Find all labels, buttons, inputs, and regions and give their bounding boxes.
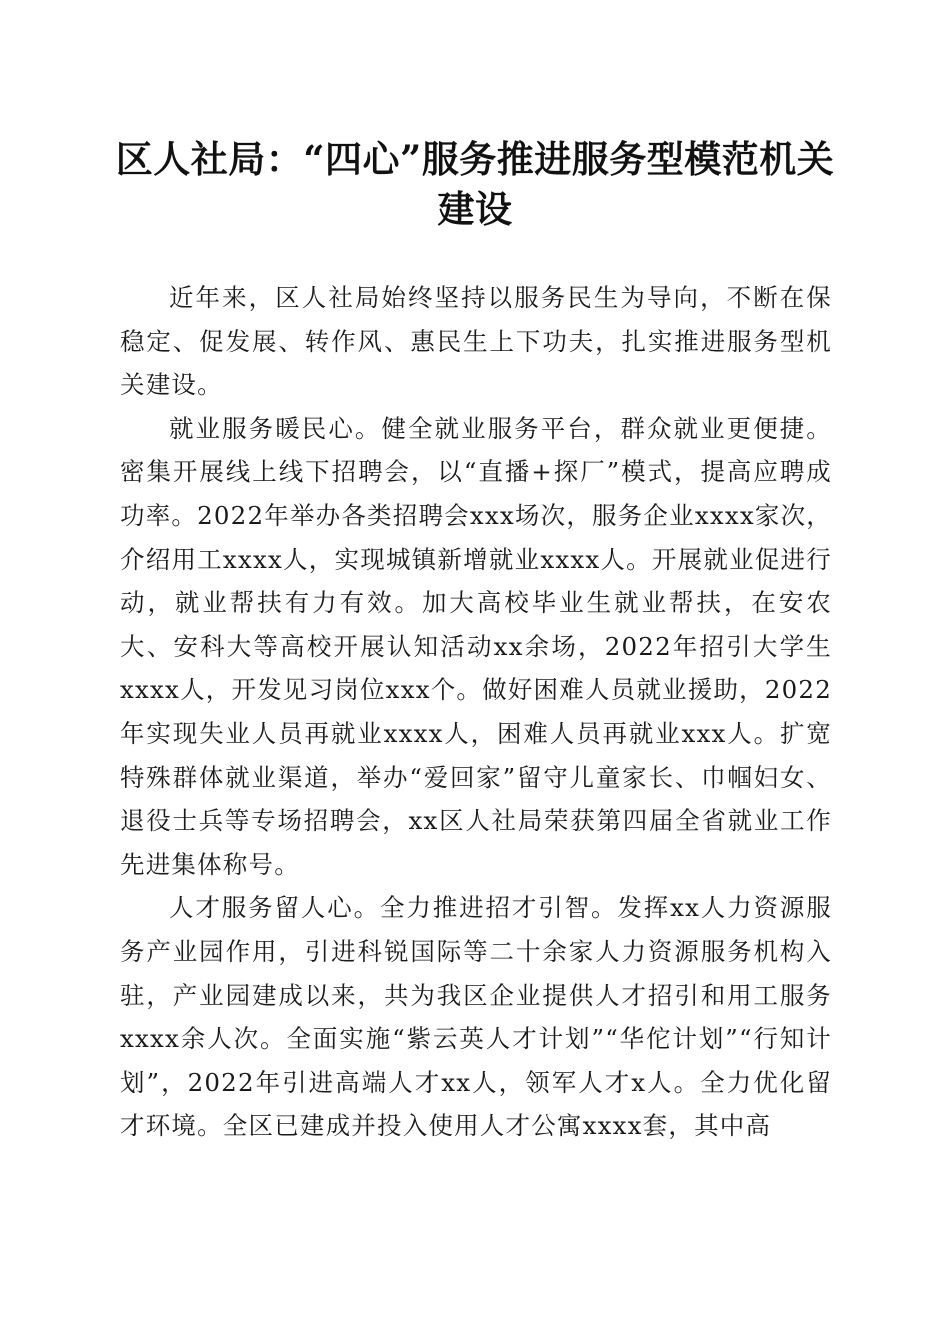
document-body [120,276,832,1148]
paragraph-employment-service: 就业服务暖民心。健全就业服务平台，群众就业更便捷。密集开展线上线下招聘会，以“直播+探厂”模式，提高应聘成功率。2022年举办各类招聘会xxx场次，服务企业xxxx家次，介绍用工xxxx人，实现城镇新增就业xxxx人。开展就业促进行动，就业帮扶有力有效。加大高校毕业生就业帮扶，在安农大、安科大等高校开展认知活动xx余场，2022年招引大学生xxxx人，开发见习岗位xxx个。做好困难人员就业援助，2022年实现失业人员再就业xxxx人，困难人员再就业xxx人。扩宽特殊群体就业渠道，举办“爱回家”留守儿童家长、巾帼妇女、退役士兵等专场招聘会，xx区人社局荣获第四届全省就业工作先进集体称号。 [120,413,832,879]
paragraph-talent-service: 人才服务留人心。全力推进招才引智。发挥xx人力资源服务产业园作用，引进科锐国际等二十余家人力资源服务机构入驻，产业园建成以来，共为我区企业提供人才招引和用工服务xxxx余人次。全面实施“紫云英人才计划”“华佗计划”“行知计划”，2022年引进高端人才xx人，领军人才x人。全力优化留才环境。全区已建成并投入使用人才公寓xxxx套，其中高 [120,893,832,1141]
paragraph-intro: 近年来，区人社局始终坚持以服务民生为导向，不断在保稳定、促发展、转作风、惠民生上下功夫，扎实推进服务型机关建设。 [120,283,832,400]
document-title: 区人社局：“四心”服务推进服务型模范机关建设 [115,137,835,231]
